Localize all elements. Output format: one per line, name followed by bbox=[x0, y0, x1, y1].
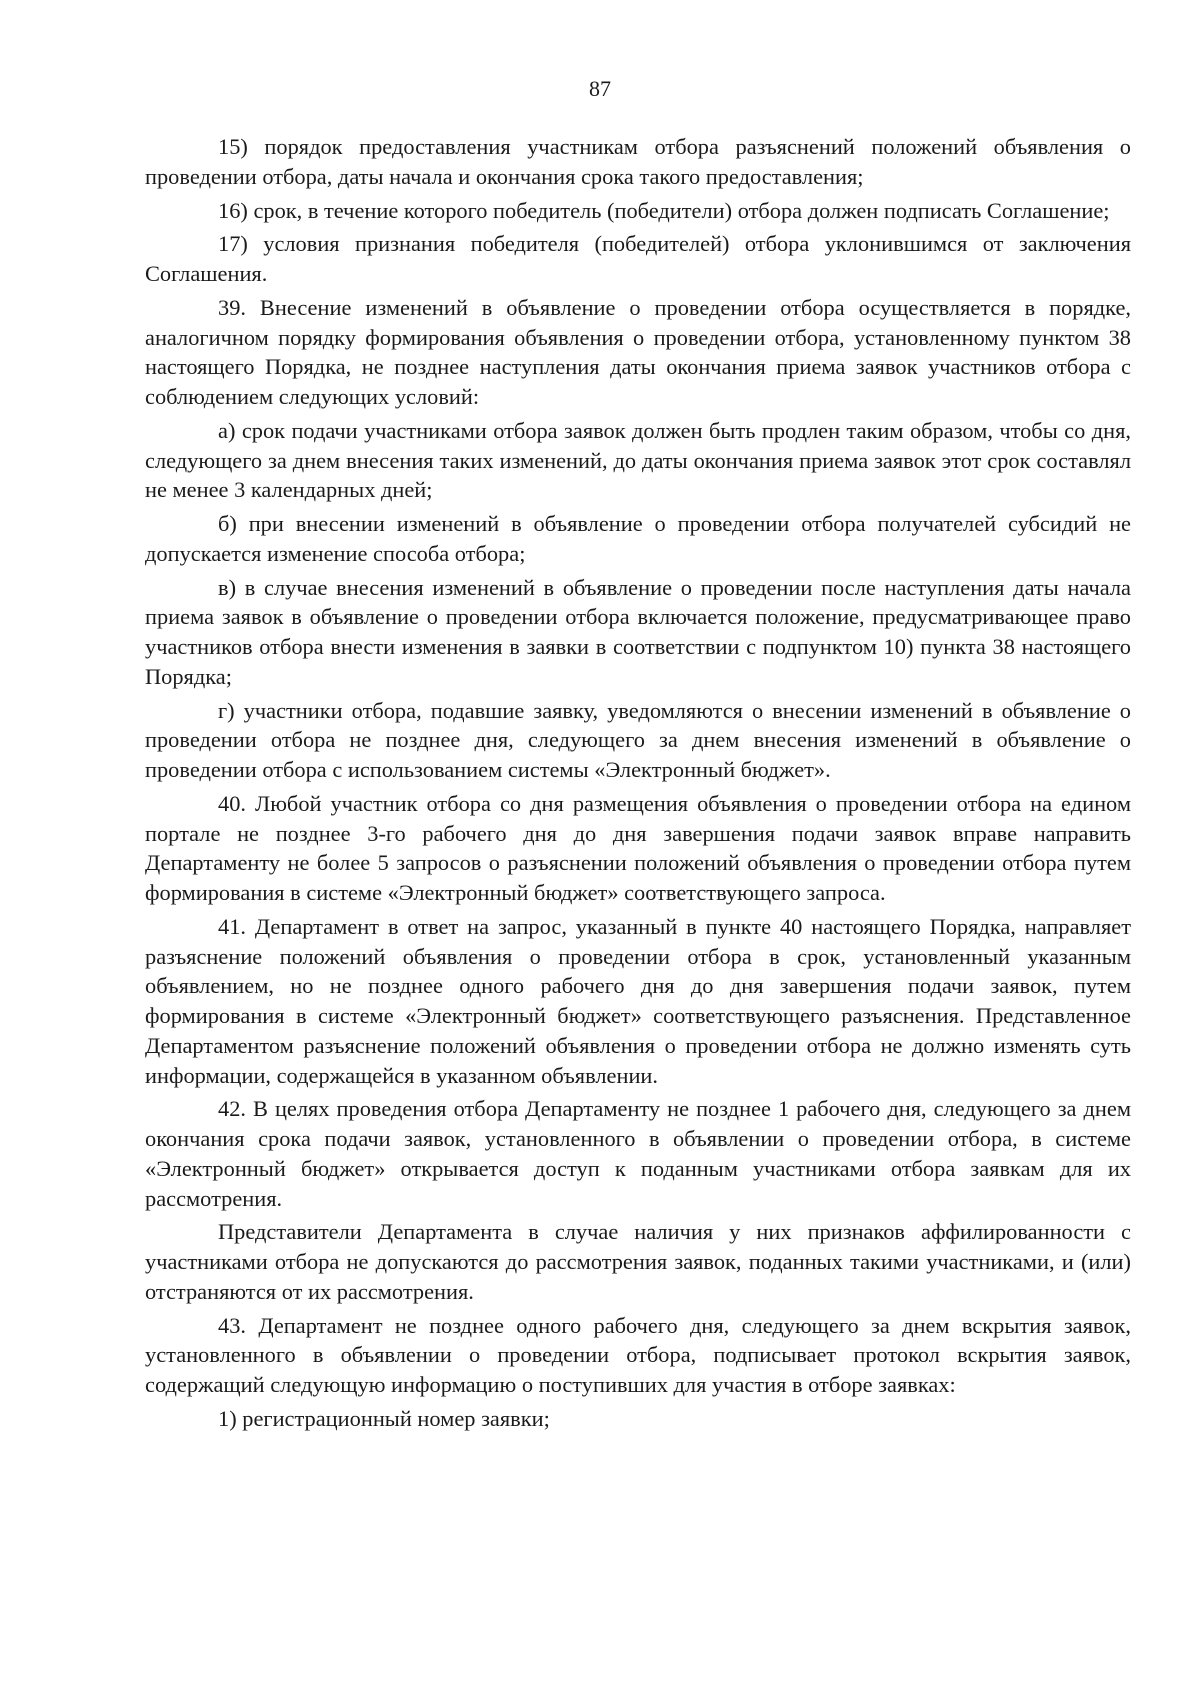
paragraph-section-42: 42. В целях проведения отбора Департаменту не позднее 1 рабочего дня, следующего за днем окончания срока подачи заявок, установленного в объявлении о проведении отбора, в системе «Электронный бюджет» открывается доступ к поданным участниками отбора заявкам для их рассмотрения. bbox=[145, 1096, 1131, 1211]
paragraph-item-15: 15) порядок предоставления участникам отбора разъяснений положений объявления о проведении отбора, даты начала и окончания срока такого предоставления; bbox=[145, 134, 1131, 189]
page-number: 87 bbox=[589, 76, 611, 101]
document-body bbox=[145, 132, 1131, 1438]
paragraph-condition-a: а) срок подачи участниками отбора заявок должен быть продлен таким образом, чтобы со дня, следующего за днем внесения таких изменений, до даты окончания приема заявок этот срок составлял не менее 3 календарных дней; bbox=[145, 417, 1131, 503]
paragraph-condition-b: б) при внесении изменений в объявление о проведении отбора получателей субсидий не допускается изменение способа отбора; bbox=[145, 511, 1131, 566]
paragraph-condition-v: в) в случае внесения изменений в объявление о проведении после наступления даты начала приема заявок в объявление о проведении отбора включается положение, предусматривающее право участников отбора внести изменения в заявки в соответствии с подпунктом 10) пункта 38 настоящего Порядка; bbox=[145, 574, 1131, 689]
paragraph-representatives: Представители Департамента в случае наличия у них признаков аффилированности с участниками отбора не допускаются до рассмотрения заявок, поданных такими участниками, и (или) отстраняются от их рассмотрения. bbox=[145, 1219, 1131, 1304]
paragraph-section-40: 40. Любой участник отбора со дня размещения объявления о проведении отбора на едином портале не позднее 3-го рабочего дня до дня завершения подачи заявок вправе направить Департаменту не более 5 запросов о разъяснении положений объявления о проведении отбора путем формирования в системе «Электронный бюджет» соответствующего запроса. bbox=[145, 790, 1131, 905]
paragraph-section-39: 39. Внесение изменений в объявление о проведении отбора осуществляется в порядке, аналогичном порядку формирования объявления о проведении отбора, установленному пунктом 38 настоящего Порядка, не позднее наступления даты окончания приема заявок участников отбора с соблюдением следующих условий: bbox=[145, 294, 1131, 409]
paragraph-section-43: 43. Департамент не позднее одного рабочего дня, следующего за днем вскрытия заявок, установленного в объявлении о проведении отбора, подписывает протокол вскрытия заявок, содержащий следующую информацию о поступивших для участия в отборе заявках: bbox=[145, 1312, 1131, 1397]
paragraph-item-1: 1) регистрационный номер заявки; bbox=[218, 1405, 550, 1431]
paragraph-condition-g: г) участники отбора, подавшие заявку, уведомляются о внесении изменений в объявление о проведении отбора не позднее дня, следующего за днем внесения изменений в объявление о проведении отбора с использованием системы «Электронный бюджет». bbox=[145, 697, 1131, 782]
paragraph-item-17: 17) условия признания победителя (победителей) отбора уклонившимся от заключения Соглашения. bbox=[145, 231, 1131, 286]
paragraph-item-16: 16) срок, в течение которого победитель (победители) отбора должен подписать Соглашение; bbox=[218, 197, 1110, 223]
paragraph-section-41: 41. Департамент в ответ на запрос, указанный в пункте 40 настоящего Порядка, направляет разъяснение положений объявления о проведении отбора в срок, установленный указанным объявлением, но не позднее одного рабочего дня до дня завершения подачи заявок, путем формирования в системе «Электронный бюджет» соответствующего разъяснения. Представленное Департаментом разъяснение положений объявления о проведении отбора не должно изменять суть информации, содержащейся в указанном объявлении. bbox=[145, 913, 1131, 1088]
